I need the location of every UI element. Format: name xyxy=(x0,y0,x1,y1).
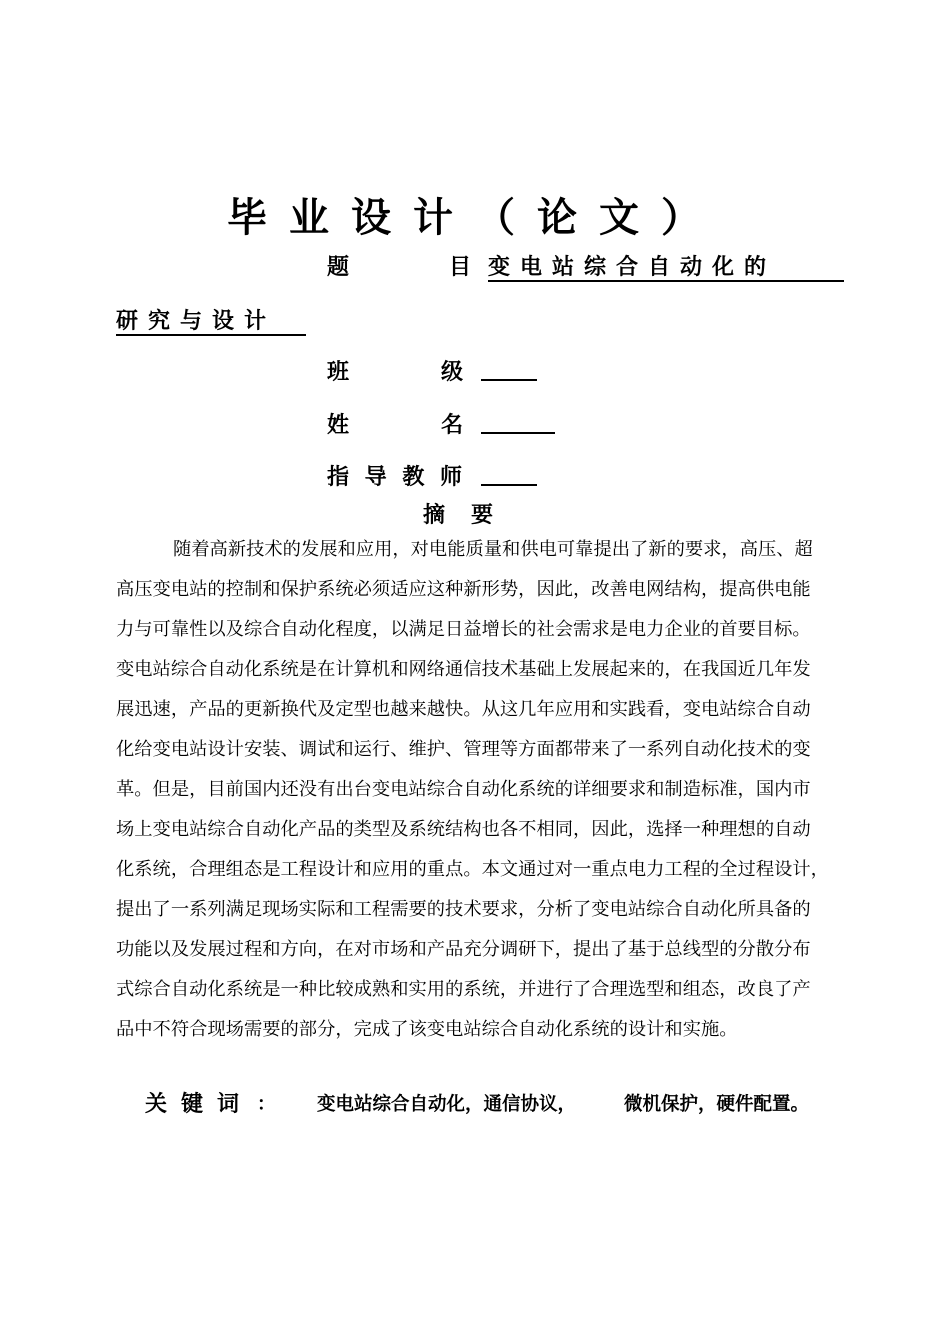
advisor-blank xyxy=(481,460,537,486)
name-blank xyxy=(481,408,555,434)
class-label-right: 级 xyxy=(441,360,464,385)
keywords-label: 关键词 xyxy=(145,1092,254,1117)
abstract-line: 高压变电站的控制和保护系统必须适应这种新形势，因此，改善电网结构，提高供电能 xyxy=(116,579,811,600)
abstract-line: 式综合自动化系统是一种比较成熟和实用的系统，并进行了合理选型和组态，改良了产 xyxy=(116,979,811,1000)
title-label-right: 目 xyxy=(449,255,472,280)
abstract-body xyxy=(116,530,856,1050)
thesis-title-line2: 研究与设计 xyxy=(116,309,277,334)
class-label-left: 班 xyxy=(327,360,350,385)
keywords-colon: ： xyxy=(257,1094,276,1115)
name-label-left: 姓 xyxy=(327,413,350,438)
title-underline xyxy=(488,280,844,282)
main-title: 毕业设计（论文） xyxy=(227,195,723,241)
abstract-line: 展迅速，产品的更新换代及定型也越来越快。从这几年应用和实践看，变电站综合自动 xyxy=(116,699,811,720)
abstract-heading: 摘要 xyxy=(423,503,520,528)
abstract-line: 革。但是，目前国内还没有出台变电站综合自动化系统的详细要求和制造标准，国内市 xyxy=(116,779,811,800)
advisor-label: 指 导 教 师 xyxy=(327,465,466,490)
abstract-line: 随着高新技术的发展和应用，对电能质量和供电可靠提出了新的要求，高压、超 xyxy=(173,539,813,560)
thesis-title-line1: 变电站综合自动化的 xyxy=(488,255,777,280)
abstract-line: 变电站综合自动化系统是在计算机和网络通信技术基础上发展起来的，在我国近几年发 xyxy=(116,659,811,680)
abstract-line: 化给变电站设计安装、调试和运行、维护、管理等方面都带来了一系列自动化技术的变 xyxy=(116,739,811,760)
title-label-left: 题 xyxy=(327,255,350,280)
name-label-right: 名 xyxy=(441,413,464,438)
abstract-line: 提出了一系列满足现场实际和工程需要的技术要求，分析了变电站综合自动化所具备的 xyxy=(116,899,811,920)
keywords-part2: 微机保护，硬件配置。 xyxy=(624,1094,810,1115)
class-blank xyxy=(481,355,537,381)
keywords-part1: 变电站综合自动化，通信协议， xyxy=(317,1094,577,1115)
abstract-line: 功能以及发展过程和方向，在对市场和产品充分调研下，提出了基于总线型的分散分布 xyxy=(116,939,811,960)
title-underline-2 xyxy=(116,334,306,336)
abstract-line: 品中不符合现场需要的部分，完成了该变电站综合自动化系统的设计和实施。 xyxy=(116,1019,738,1040)
abstract-line: 场上变电站综合自动化产品的类型及系统结构也各不相同，因此，选择一种理想的自动 xyxy=(116,819,811,840)
abstract-line: 化系统，合理组态是工程设计和应用的重点。本文通过对一重点电力工程的全过程设计， xyxy=(116,859,829,880)
abstract-line: 力与可靠性以及综合自动化程度，以满足日益增长的社会需求是电力企业的首要目标。 xyxy=(116,619,811,640)
